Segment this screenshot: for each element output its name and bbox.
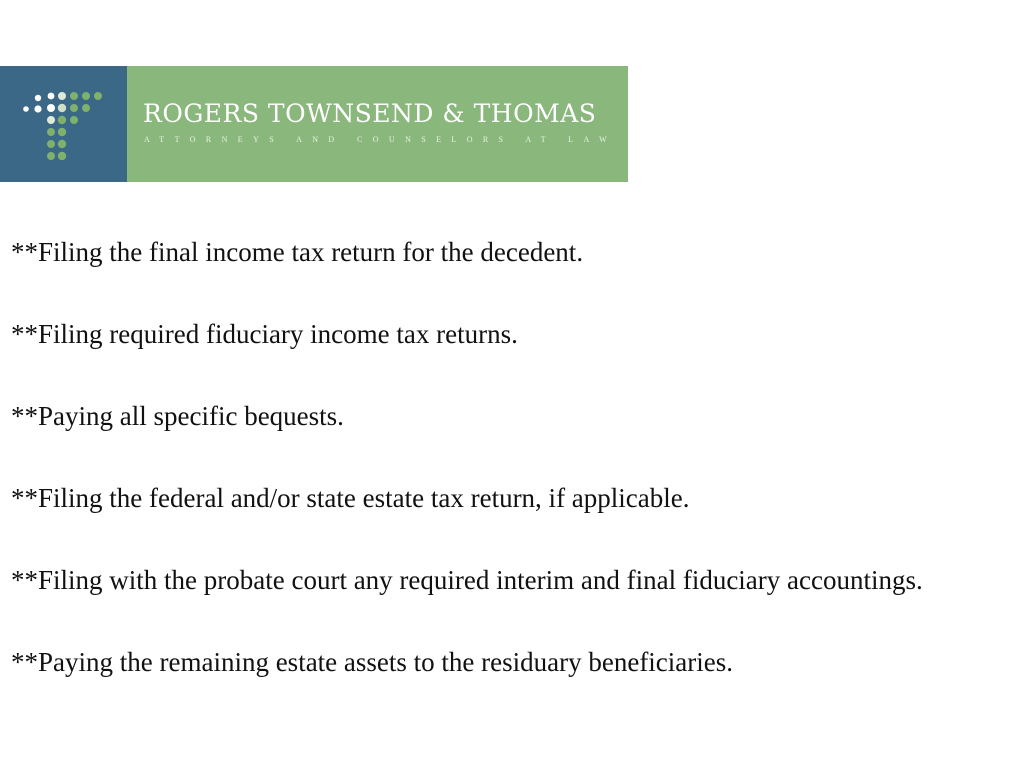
logo-dot: [70, 92, 78, 100]
logo-dot: [82, 104, 90, 112]
logo-dot: [70, 116, 78, 124]
logo-dot: [34, 105, 41, 112]
logo-dot: [47, 140, 55, 148]
logo-dot: [58, 116, 66, 124]
logo-dot: [58, 92, 66, 100]
logo-dot: [47, 128, 55, 136]
logo-dot: [70, 104, 78, 112]
list-item: **Paying the remaining estate assets to the residuary beneficiaries.: [11, 647, 734, 677]
logo-mark: [0, 66, 127, 182]
logo-dot: [48, 93, 55, 100]
logo-dot: [58, 152, 66, 160]
firm-name: ROGERS TOWNSEND & THOMAS: [143, 99, 597, 128]
list-item: **Filing required fiduciary income tax returns.: [11, 319, 518, 349]
firm-tagline: ATTORNEYS AND COUNSELORS AT LAW: [144, 135, 618, 144]
logo-text-panel: [127, 66, 628, 182]
logo-dot: [58, 140, 66, 148]
logo-dot: [58, 104, 66, 112]
list-item: **Filing the federal and/or state estate tax return, if applicable.: [11, 483, 690, 513]
task-list: [11, 232, 1011, 724]
logo-dot: [47, 104, 55, 112]
logo-dot: [58, 128, 66, 136]
logo-dot: [35, 95, 41, 101]
logo-dot: [94, 92, 102, 100]
logo-dot: [23, 106, 29, 112]
logo-dot: [82, 92, 90, 100]
list-item: **Filing with the probate court any required interim and final fiduciary accountings.: [11, 565, 923, 595]
logo-dot: [47, 152, 55, 160]
list-item: **Filing the final income tax return for the decedent.: [11, 237, 584, 267]
list-item: **Paying all specific bequests.: [11, 401, 344, 431]
firm-logo: [0, 66, 628, 182]
dot-grid-icon: [0, 66, 127, 182]
logo-dot: [47, 116, 55, 124]
